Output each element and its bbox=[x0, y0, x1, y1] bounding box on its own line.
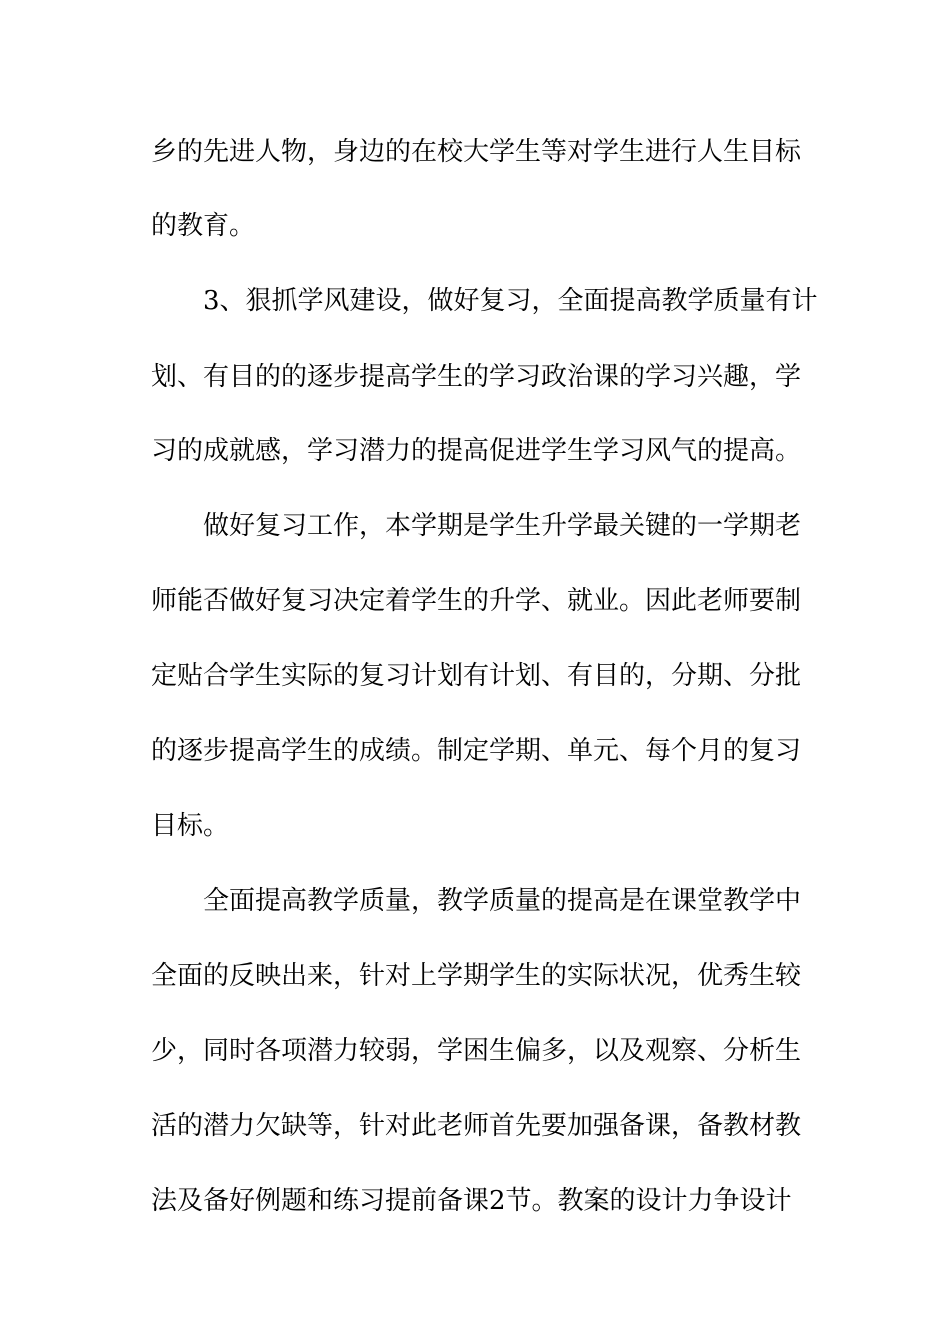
text-line: 的逐步提高学生的成绩。制定学期、单元、每个月的复习 bbox=[151, 736, 802, 766]
text-line: 法及备好例题和练习提前备课2节。教案的设计力争设计 bbox=[151, 1186, 792, 1216]
text-line: 活的潜力欠缺等，针对此老师首先要加强备课，备教材教 bbox=[151, 1111, 802, 1141]
text-line: 师能否做好复习决定着学生的升学、就业。因此老师要制 bbox=[151, 586, 802, 616]
text-line: 的教育。 bbox=[151, 211, 256, 241]
text-line: 划、有目的的逐步提高学生的学习政治课的学习兴趣，学 bbox=[151, 362, 802, 392]
text-line: 定贴合学生实际的复习计划有计划、有目的，分期、分批 bbox=[151, 661, 802, 691]
text-line: 少，同时各项潜力较弱，学困生偏多，以及观察、分析生 bbox=[151, 1036, 802, 1066]
paragraph-start-line: 全面提高教学质量，教学质量的提高是在课堂教学中 bbox=[203, 886, 802, 916]
paragraph-start-line: 3、狠抓学风建设，做好复习，全面提高教学质量有计 bbox=[203, 286, 818, 316]
text-line: 全面的反映出来，针对上学期学生的实际状况，优秀生较 bbox=[151, 961, 802, 991]
paragraph-start-line: 做好复习工作，本学期是学生升学最关键的一学期老 bbox=[203, 511, 802, 541]
text-line: 目标。 bbox=[151, 811, 230, 841]
text-line: 乡的先进人物，身边的在校大学生等对学生进行人生目标 bbox=[151, 137, 802, 167]
text-line: 习的成就感，学习潜力的提高促进学生学习风气的提高。 bbox=[151, 436, 802, 466]
